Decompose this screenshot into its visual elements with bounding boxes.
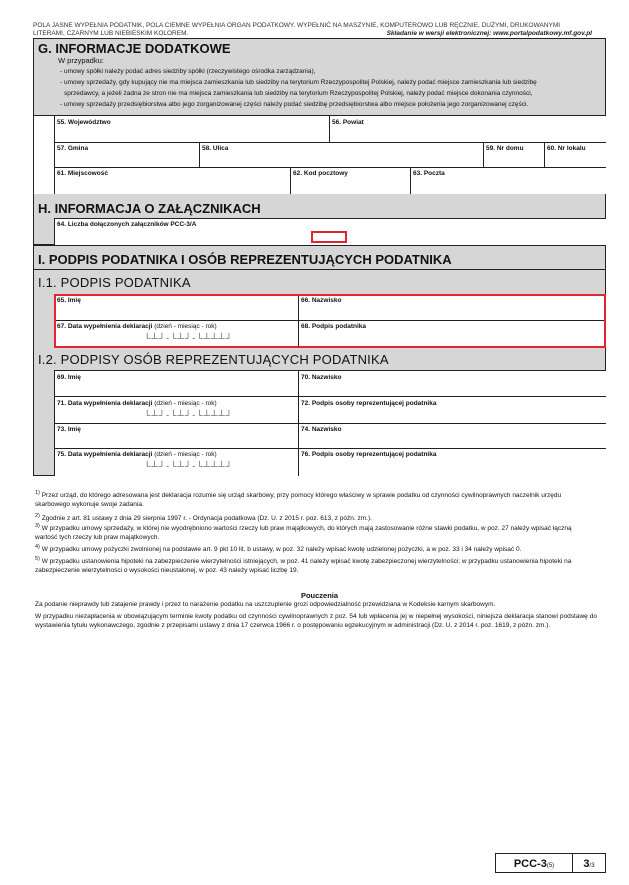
date-format-hint: (dzień - miesiąc - rok)	[154, 400, 217, 407]
field-58-street[interactable]: 58. Ulica	[202, 145, 229, 152]
field-72-representative-signature[interactable]: 72. Podpis osoby reprezentującej podatnika	[301, 400, 437, 407]
section-i-divider	[33, 269, 606, 270]
g-col-63	[410, 167, 411, 194]
pouczenia-paragraph-1: Za podanie nieprawdy lub zatajenie prawdy i przez to narażenie podatku na uszczuplenie grozi odpowiedzialność przewidziana w Kodeksie karnym skarbowym.	[35, 601, 496, 608]
section-g-bullet-2: - umowy sprzedaży, gdy kupujący nie ma miejsca zamieszkania lub siedziby na terytorium Rzeczypospolitej Polskiej, należy podać miejsce zamieszkania lub siedzibę	[60, 79, 537, 86]
field-73-first-name[interactable]: 73. Imię	[57, 426, 81, 433]
i2-row-divider-2	[54, 423, 606, 424]
footnote-4-num: 4)	[35, 544, 40, 550]
field-63-post-office[interactable]: 63. Poczta	[413, 170, 445, 177]
g-col-60	[544, 142, 545, 167]
footnote-5-num: 5)	[35, 556, 40, 562]
footnote-5	[35, 555, 595, 575]
section-i-title: I. PODPIS PODATNIKA I OSÓB REPREZENTUJĄCYCH PODATNIKA	[38, 252, 452, 267]
field-59-house-number[interactable]: 59. Nr domu	[486, 145, 524, 152]
field-71-date-label[interactable]	[57, 400, 217, 407]
field-70-last-name[interactable]: 70. Nazwisko	[301, 374, 342, 381]
date-format-hint: (dzień - miesiąc - rok)	[154, 323, 217, 330]
field-69-first-name[interactable]: 69. Imię	[57, 374, 81, 381]
page-number: 3	[583, 858, 590, 870]
field-68-taxpayer-signature[interactable]: 68. Podpis podatnika	[301, 323, 367, 330]
pouczenia-title: Pouczenia	[300, 591, 339, 600]
field-55-voivodeship[interactable]: 55. Województwo	[57, 119, 111, 126]
section-g-bullet-1: - umowy spółki należy podać adres siedziby spółki (rzeczywistego ośrodka zarządzania),	[60, 68, 316, 75]
field-57-commune[interactable]: 57. Gmina	[57, 145, 89, 152]
i2-row-divider-1	[54, 396, 606, 397]
field-67-date-text: 67. Data wypełnienia deklaracji	[57, 323, 153, 330]
field-64-attachments-count[interactable]: 64. Liczba dołączonych załączników PCC-3/A	[57, 221, 197, 228]
date-format-hint: (dzień - miesiąc - rok)	[154, 451, 217, 458]
electronic-submission-note: Składanie w wersji elektronicznej: www.portalpodatkowy.mf.gov.pl	[386, 30, 592, 37]
section-g-title: G. INFORMACJE DODATKOWE	[38, 41, 231, 56]
field-67-date-slots[interactable]: └┴┘-└┴┘-└┴┴┴┘	[144, 333, 234, 343]
pouczenia-paragraph-2: W przypadku niezapłacenia w obowiązującym terminie kwoty podatku od czynności cywilnoprawnych z poz. 54 lub wpłacenia jej w niepełnej wysokości, niniejsza deklaracja stanowi podstawę do wystawienia tytułu wykonawczego, zgodnie z przepisami ustawy z dnia 17 czerwca 1966 r. o postępowaniu egzekucyjnym w administracji (Dz. U. z 2014 r. poz. 1619, z późn. zm.).	[35, 613, 597, 629]
g-col-59	[483, 142, 484, 167]
footnote-1-num: 1)	[35, 490, 40, 496]
subsection-i2-title: I.2. PODPISY OSÓB REPREZENTUJĄCYCH PODATNIKA	[38, 352, 389, 367]
form-code-box	[495, 853, 573, 873]
section-h-title: H. INFORMACJA O ZAŁĄCZNIKACH	[38, 201, 261, 216]
field-71-date-text: 71. Data wypełnienia deklaracji	[57, 400, 153, 407]
section-g-bullet-4: - umowy sprzedaży przedsiębiorstwa albo jego zorganizowanej części należy podać siedzibę przedsiębiorstwa albo miejsce położenia jego zorganizowanej części.	[60, 101, 529, 108]
g-col-58	[199, 142, 200, 167]
field-66-last-name[interactable]: 66. Nazwisko	[301, 297, 342, 304]
field-76-representative-signature[interactable]: 76. Podpis osoby reprezentującej podatnika	[301, 451, 437, 458]
field-60-apartment-number[interactable]: 60. Nr lokalu	[547, 145, 586, 152]
field-56-county[interactable]: 56. Powiat	[332, 119, 364, 126]
field-62-postal-code[interactable]: 62. Kod pocztowy	[293, 170, 348, 177]
footnote-3-text: W przypadku umowy sprzedaży, w której nie wyodrębniono wartości rzeczy lub praw majątkowych, do których mają zastosowanie różne stawki podatku, w poz. 27 należy wpisać łączną wartość tych rzeczy lub praw majątkowych.	[35, 525, 572, 541]
taxpayer-signature-highlight	[54, 294, 606, 348]
field-61-city[interactable]: 61. Miejscowość	[57, 170, 108, 177]
g-row-divider-1	[54, 142, 606, 143]
form-version: (5)	[546, 863, 555, 869]
field-74-last-name[interactable]: 74. Nazwisko	[301, 426, 342, 433]
subsection-i1-title: I.1. PODPIS PODATNIKA	[38, 275, 191, 290]
field-71-date-slots[interactable]: └┴┘-└┴┘-└┴┴┴┘	[144, 410, 234, 420]
footnote-1-text: Przez urząd, do którego adresowana jest deklaracja rozumie się urząd skarbowy, przy pomocy którego właściwy w sprawie podatku od czynności cywilnoprawnych naczelnik urzędu skarbowego wykonuje swoje zadania.	[35, 492, 562, 508]
footnote-5-text: W przypadku ustanowienia hipoteki na zabezpieczenie wierzytelności istniejących, w poz. 41 należy wpisać kwotę zabezpieczonej wierzytelności; w przypadku ustanowienia hipoteki na zabezpieczenie wierzytelności o wysokości nieustalonej, w poz. 43 należy wpisać liczbę 19.	[35, 558, 572, 574]
section-g-bullet-3: sprzedawcy, a jeżeli żadna ze stron nie ma miejsca zamieszkania lub siedziby na terytorium Rzeczypospolitej Polskiej, należy podać miejsce dokonania czynności,	[64, 90, 533, 97]
footnote-4	[35, 543, 595, 555]
i2-row-divider-3	[54, 448, 606, 449]
g-row-divider-2	[54, 167, 606, 168]
footnote-2-num: 2)	[35, 513, 40, 519]
header-instruction: POLA JASNE WYPEŁNIA PODATNIK, POLA CIEMNE WYPEŁNIA ORGAN PODATKOWY. WYPEŁNIĆ NA MASZYNIE, KOMPUTEROWO LUB RĘCZNIE, DUŻYMI, DRUKOWANYMI LITERAMI, CZARNYM LUB NIEBIESKIM KOLOREM.	[33, 22, 561, 37]
field-75-date-slots[interactable]: └┴┘-└┴┘-└┴┴┴┘	[144, 461, 234, 471]
field-75-date-text: 75. Data wypełnienia deklaracji	[57, 451, 153, 458]
footnote-3	[35, 522, 595, 542]
section-g-fields	[54, 116, 606, 194]
field-65-first-name[interactable]: 65. Imię	[57, 297, 81, 304]
footnote-1	[35, 489, 595, 509]
footnote-3-num: 3)	[35, 523, 40, 529]
attachments-count-input[interactable]	[311, 231, 347, 243]
field-75-date-label[interactable]	[57, 451, 217, 458]
page-total: /3	[589, 863, 595, 869]
footnote-4-text: W przypadku umowy pożyczki zwolnionej na podstawie art. 9 pkt 10 lit. b ustawy, w poz. 32 należy wpisać kwotę udzielonej pożyczki, a w poz. 33 i 34 należy wpisać 0.	[41, 546, 522, 554]
page-number-box	[573, 853, 606, 873]
i2-col-divider	[298, 370, 299, 476]
form-code: PCC-3	[513, 858, 547, 870]
footnote-2-text: Zgodnie z art. 81 ustawy z dnia 29 sierpnia 1997 r. - Ordynacja podatkowa (Dz. U. z 2015 r. poz. 613, z późn. zm.).	[41, 515, 372, 523]
g-col-62	[290, 167, 291, 194]
section-g-intro: W przypadku:	[58, 56, 104, 65]
g-col-56	[329, 116, 330, 142]
